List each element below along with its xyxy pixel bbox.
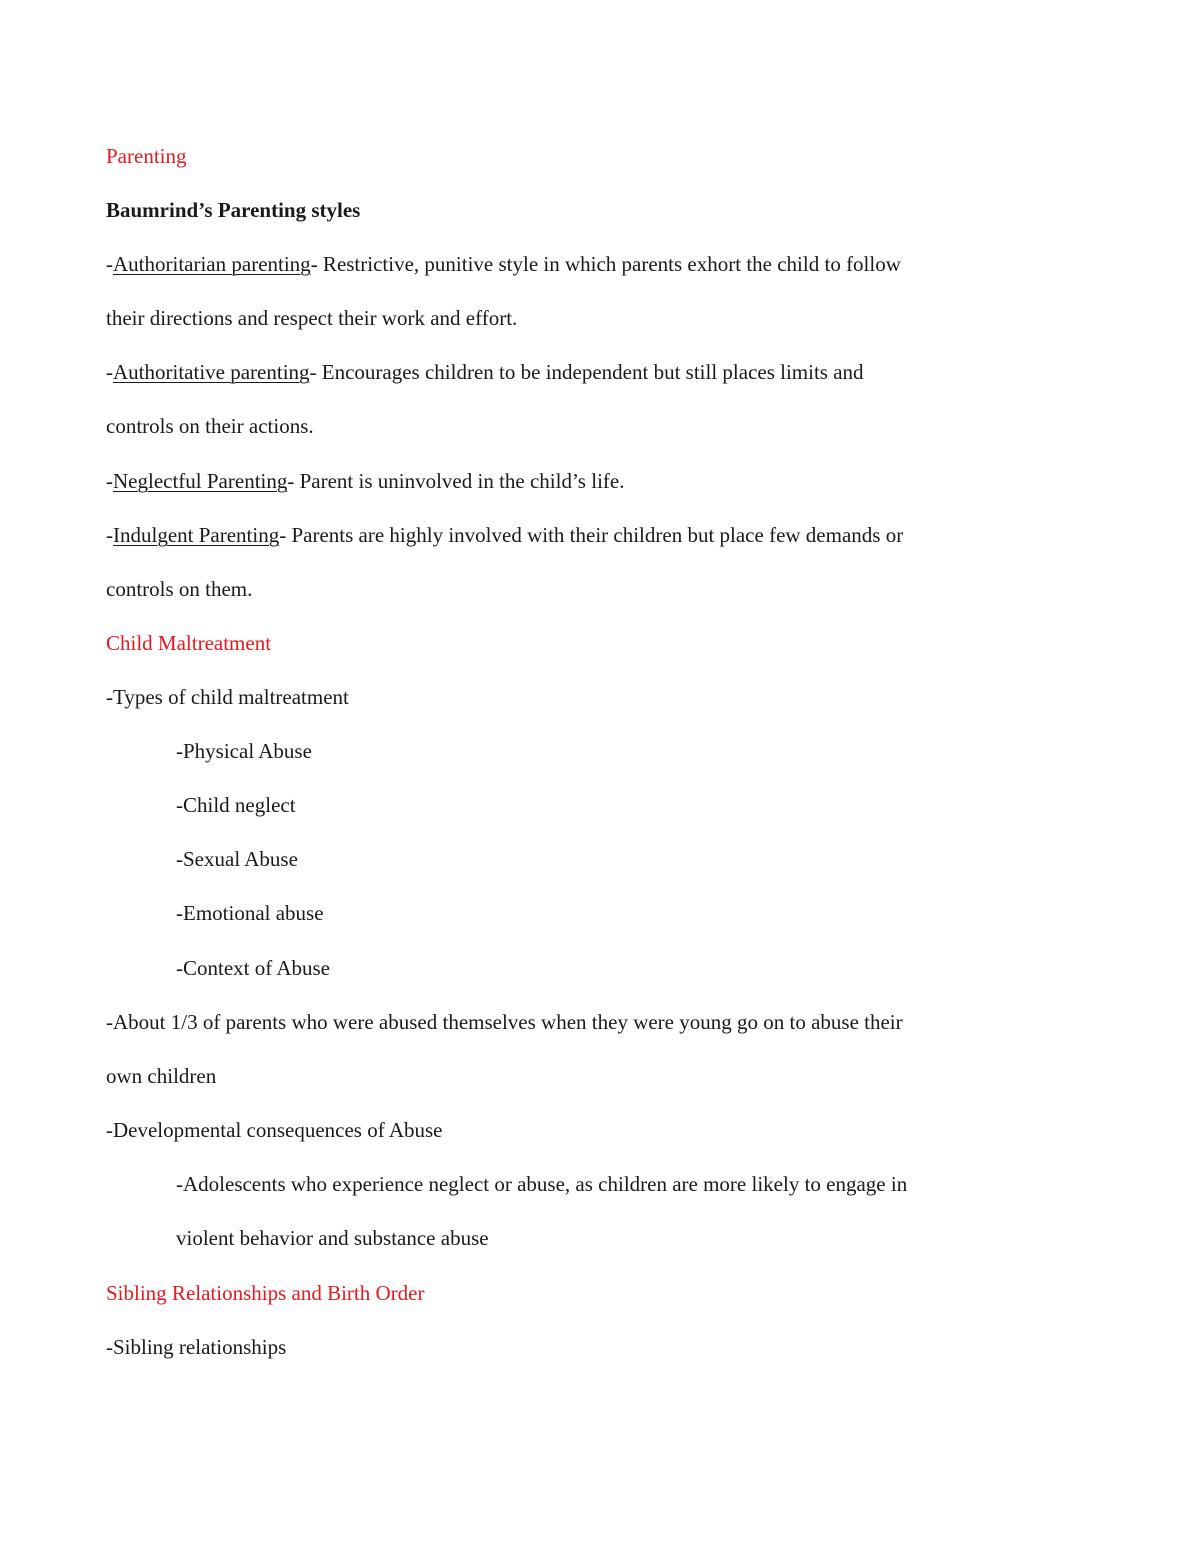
- bullet-dash: -: [106, 523, 113, 547]
- definition-neglectful: [106, 467, 624, 495]
- sibling-item: -Sibling relationships: [106, 1335, 287, 1359]
- definition-authoritative-cont: controls on their actions.: [106, 414, 314, 438]
- heading-sibling-relationships: Sibling Relationships and Birth Order: [106, 1281, 425, 1305]
- heading-child-maltreatment: Child Maltreatment: [106, 631, 272, 655]
- bullet-dash: -: [106, 469, 113, 493]
- list-item: -Physical Abuse: [176, 739, 312, 763]
- definition-indulgent: [106, 521, 903, 549]
- definition-text: - Parent is uninvolved in the child’s life.: [287, 469, 625, 493]
- consequence-item: -Adolescents who experience neglect or abuse, as children are more likely to engage in: [176, 1172, 908, 1196]
- subheading-baumrind: Baumrind’s Parenting styles: [106, 198, 361, 222]
- definition-authoritarian: [106, 250, 901, 278]
- term-neglectful: Neglectful Parenting: [113, 469, 288, 493]
- consequence-item-cont: violent behavior and substance abuse: [176, 1226, 489, 1250]
- definition-text: - Encourages children to be independent but still places limits and: [309, 360, 864, 384]
- definition-indulgent-cont: controls on them.: [106, 577, 253, 601]
- types-label: -Types of child maltreatment: [106, 685, 349, 709]
- list-item: -Emotional abuse: [176, 901, 324, 925]
- definition-authoritative: [106, 358, 864, 386]
- list-item: -Child neglect: [176, 793, 296, 817]
- list-item: -Sexual Abuse: [176, 847, 298, 871]
- term-indulgent: Indulgent Parenting: [113, 523, 280, 547]
- list-item: -Context of Abuse: [176, 956, 330, 980]
- abuse-statistic: -About 1/3 of parents who were abused themselves when they were young go on to abuse their: [106, 1010, 903, 1034]
- consequences-label: -Developmental consequences of Abuse: [106, 1118, 443, 1142]
- abuse-statistic-cont: own children: [106, 1064, 217, 1088]
- definition-authoritarian-cont: their directions and respect their work and effort.: [106, 306, 518, 330]
- definition-text: - Restrictive, punitive style in which parents exhort the child to follow: [310, 252, 901, 276]
- bullet-dash: -: [106, 252, 113, 276]
- bullet-dash: -: [106, 360, 113, 384]
- term-authoritative: Authoritative parenting: [113, 360, 310, 384]
- heading-parenting: Parenting: [106, 144, 187, 168]
- term-authoritarian: Authoritarian parenting: [113, 252, 311, 276]
- definition-text: - Parents are highly involved with their children but place few demands or: [279, 523, 904, 547]
